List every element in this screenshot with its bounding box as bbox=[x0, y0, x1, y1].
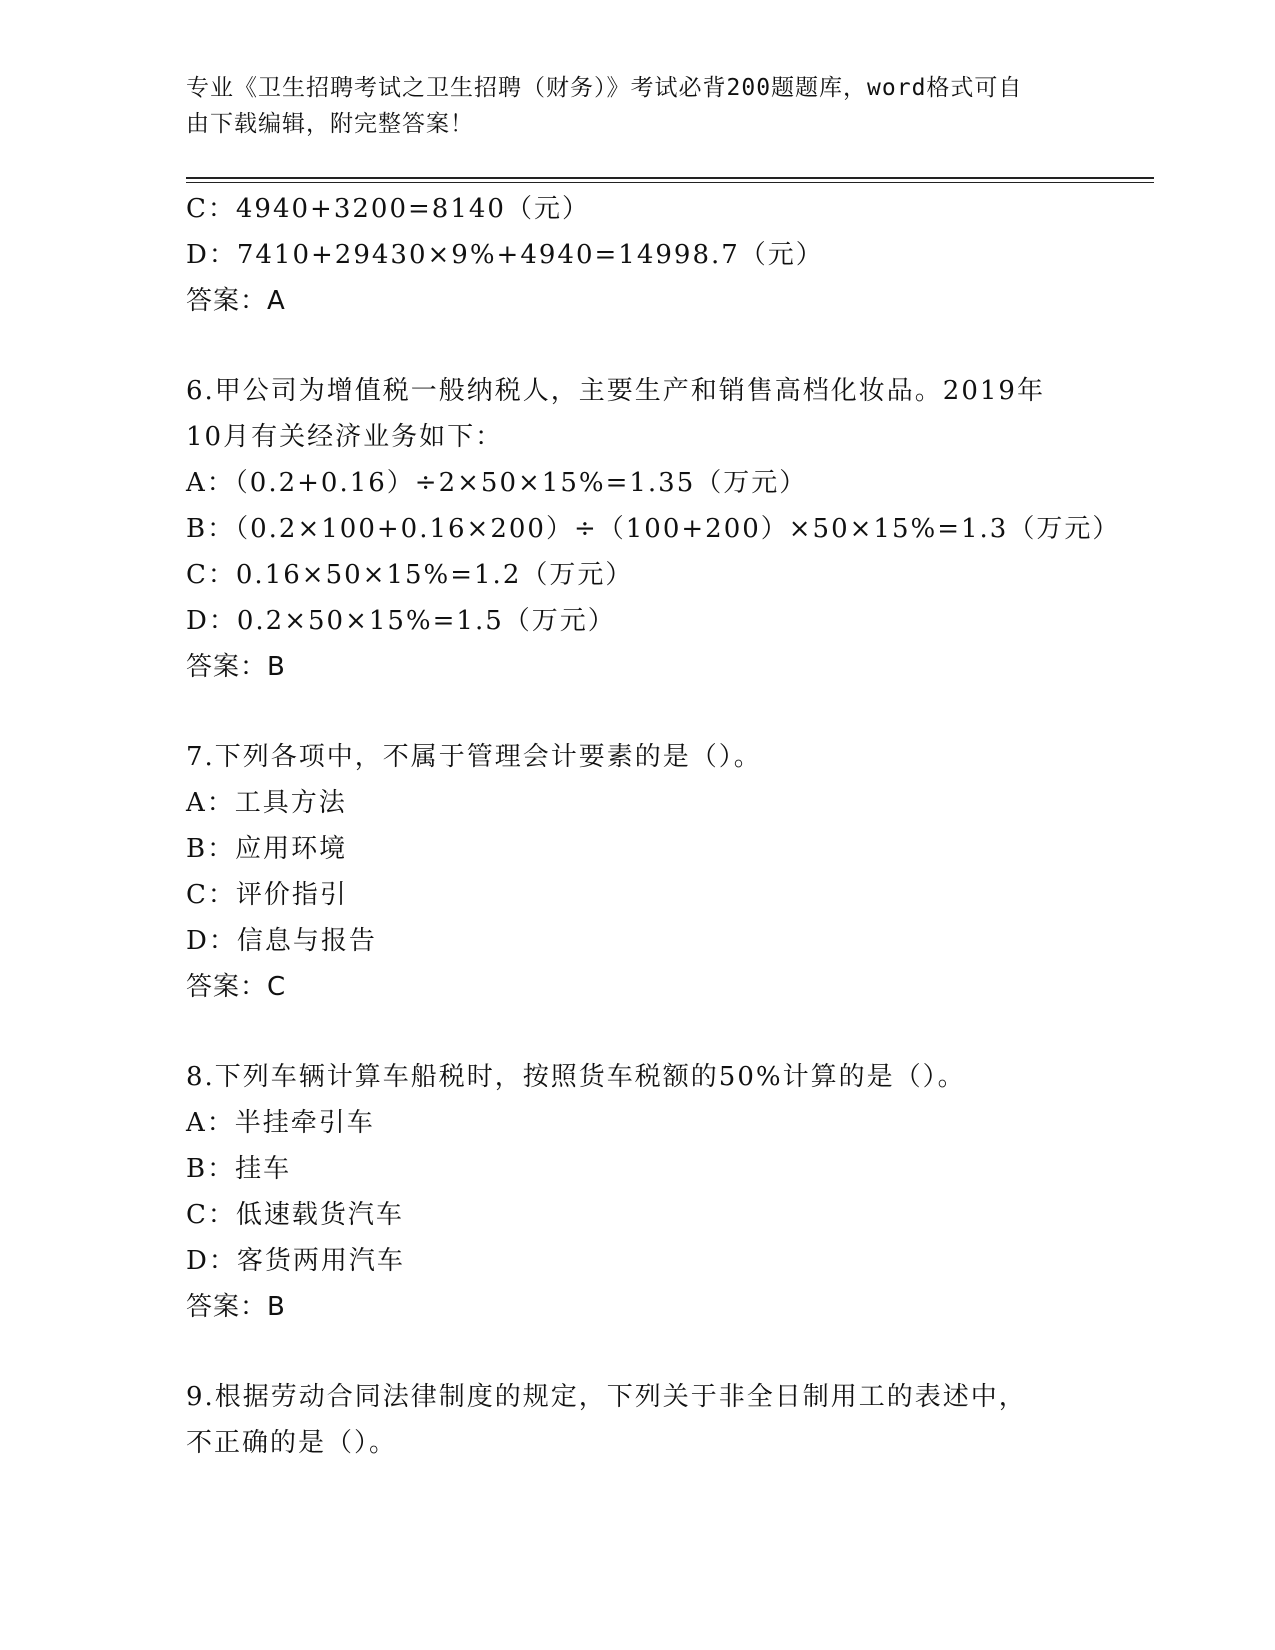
option-a: A：（0.2+0.16）÷2×50×15%=1.35（万元） bbox=[186, 468, 808, 498]
question-fragment bbox=[186, 186, 1086, 324]
option-c: C：4940+3200=8140（元） bbox=[186, 194, 590, 224]
option-c: C：评价指引 bbox=[186, 880, 348, 910]
answer-line: 答案：A bbox=[186, 286, 286, 316]
option-c: C：0.16×50×15%=1.2（万元） bbox=[186, 560, 634, 590]
spacer bbox=[186, 1010, 1086, 1054]
header-line-2: 由下载编辑，附完整答案！ bbox=[186, 111, 474, 137]
question-6 bbox=[186, 368, 1121, 690]
question-stem-line: 不正确的是（）。 bbox=[186, 1428, 398, 1458]
question-9 bbox=[186, 1374, 1086, 1466]
answer-line: 答案：C bbox=[186, 972, 287, 1002]
option-b: B：应用环境 bbox=[186, 834, 348, 864]
header-divider-thick bbox=[186, 177, 1154, 179]
option-d: D：客货两用汽车 bbox=[186, 1246, 405, 1276]
option-d: D：7410+29430×9%+4940=14998.7（元） bbox=[186, 240, 824, 270]
document-header bbox=[186, 70, 1066, 142]
option-b: B：（0.2×100+0.16×200）÷（100+200）×50×15%=1.3（万元） bbox=[186, 514, 1121, 544]
option-b: B：挂车 bbox=[186, 1154, 292, 1184]
question-8 bbox=[186, 1054, 1086, 1330]
spacer bbox=[186, 690, 1086, 734]
option-c: C：低速载货汽车 bbox=[186, 1200, 404, 1230]
option-a: A：半挂牵引车 bbox=[186, 1108, 375, 1138]
question-stem-line: 6.甲公司为增值税一般纳税人，主要生产和销售高档化妆品。2019年 bbox=[186, 376, 1045, 406]
question-stem-line: 7.下列各项中，不属于管理会计要素的是（）。 bbox=[186, 742, 762, 772]
header-line-1: 专业《卫生招聘考试之卫生招聘（财务）》考试必背200题题库，word格式可自 bbox=[186, 75, 1023, 101]
header-divider-thin bbox=[186, 182, 1154, 183]
spacer bbox=[186, 324, 1086, 368]
question-stem-line: 9.根据劳动合同法律制度的规定，下列关于非全日制用工的表述中， bbox=[186, 1382, 1027, 1412]
option-d: D：信息与报告 bbox=[186, 926, 377, 956]
answer-line: 答案：B bbox=[186, 652, 286, 682]
spacer bbox=[186, 1330, 1086, 1374]
option-d: D：0.2×50×15%=1.5（万元） bbox=[186, 606, 616, 636]
answer-line: 答案：B bbox=[186, 1292, 286, 1322]
question-stem-line: 10月有关经济业务如下： bbox=[186, 422, 504, 452]
question-7 bbox=[186, 734, 1086, 1010]
question-list bbox=[186, 186, 1121, 1466]
option-a: A：工具方法 bbox=[186, 788, 347, 818]
question-stem-line: 8.下列车辆计算车船税时，按照货车税额的50%计算的是（）。 bbox=[186, 1062, 966, 1092]
